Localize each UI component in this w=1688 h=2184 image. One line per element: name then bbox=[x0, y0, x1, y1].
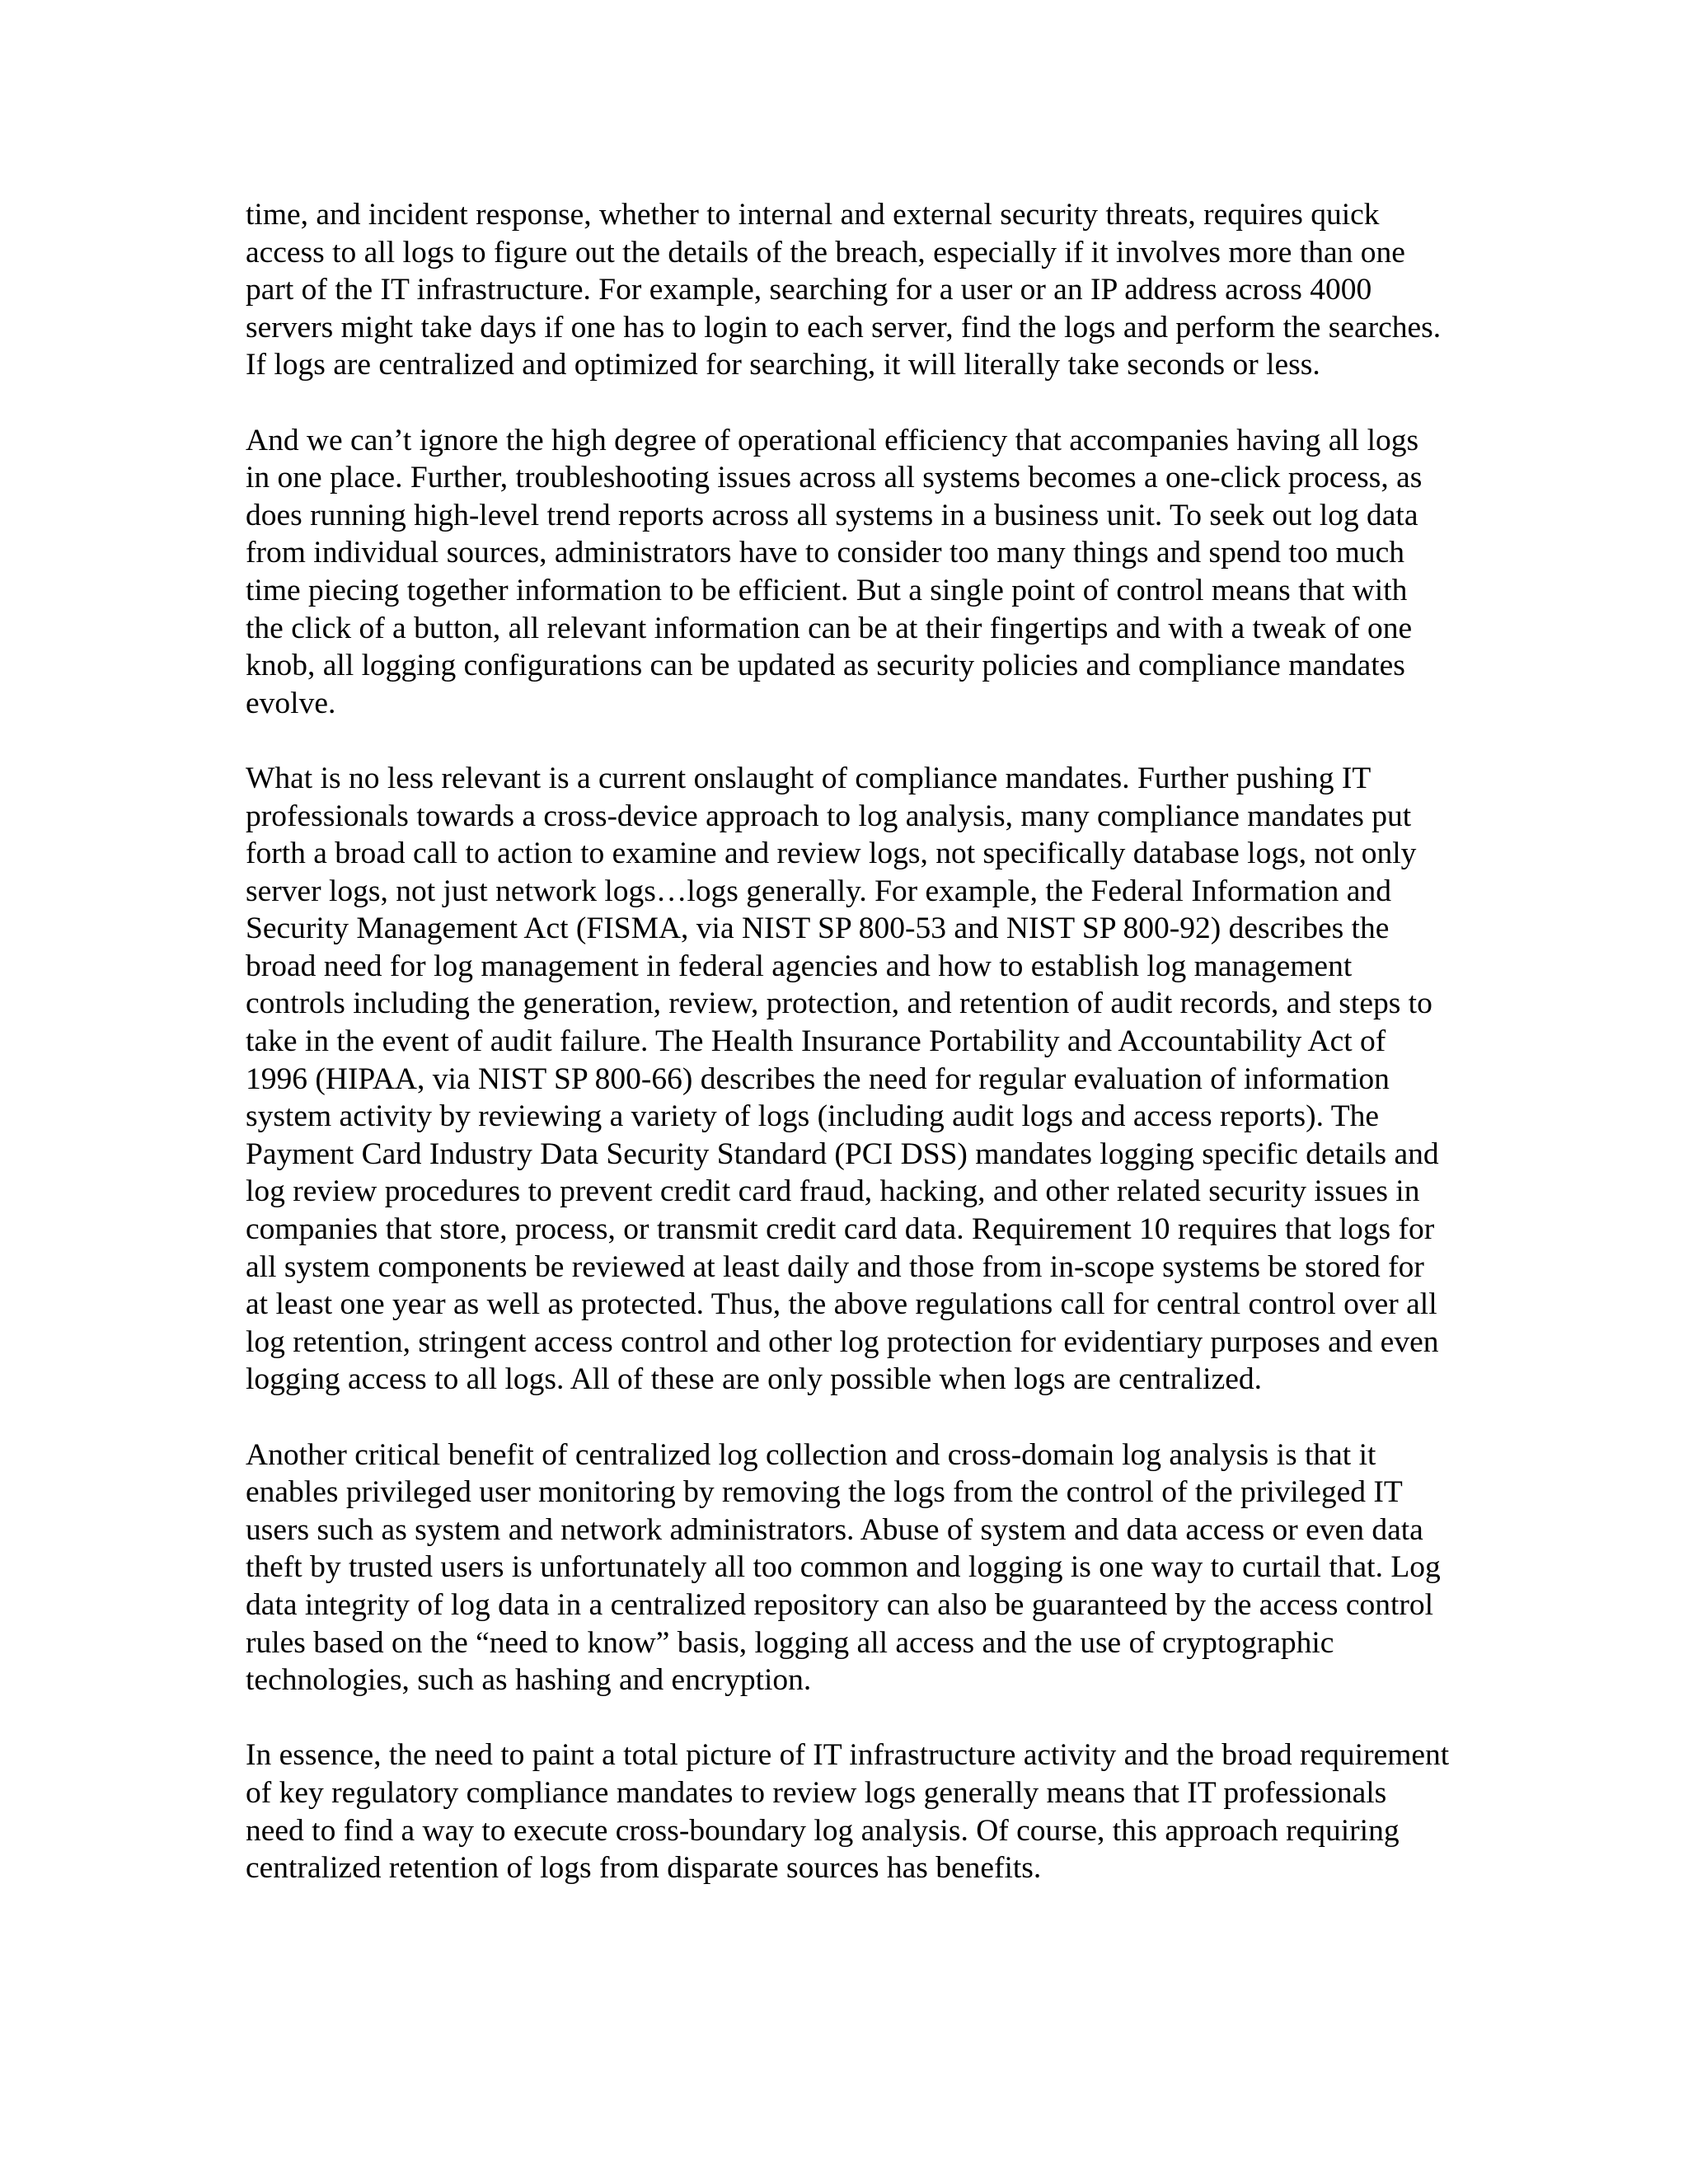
paragraph-incident-response: time, and incident response, whether to internal and external security threats, requires quick access to all logs to figure out the details of the breach, especially if it involves more than one part of the IT infrastructure. For example, searching for a user or an IP address across 4000 servers might take days if one has to login to each server, find the logs and perform the searches. If logs are centralized and optimized for searching, it will literally take seconds or less. bbox=[246, 198, 1442, 382]
paragraph-operational-efficiency: And we can’t ignore the high degree of operational efficiency that accompanies having all logs in one place. Further, troubleshooting issues across all systems becomes a one-click process, as does running high-level trend reports across all systems in a business unit. To seek out log data from individual sources, administrators have to consider too many things and spend too much time piecing together information to be efficient. But a single point of control means that with the click of a button, all relevant information can be at their fingertips and with a tweak of one knob, all logging configurations can be updated as security policies and compliance mandates evolve. bbox=[246, 423, 1423, 720]
body-text bbox=[246, 196, 1531, 1924]
paragraph-privileged-user-monitoring: Another critical benefit of centralized log collection and cross-domain log analysis is that it enables privileged user monitoring by removing the logs from the control of the privileged IT users such as system and network administrators. Abuse of system and data access or even data theft by trusted users is unfortunately all too common and logging is one way to curtail that. Log data integrity of log data in a centralized repository can also be guaranteed by the access control rules based on the “need to know” basis, logging all access and the use of cryptographic technologies, such as hashing and encryption. bbox=[246, 1437, 1441, 1698]
paragraph-conclusion: In essence, the need to paint a total picture of IT infrastructure activity and the broad requirement of key regulatory compliance mandates to review logs generally means that IT professionals need to find a way to execute cross-boundary log analysis. Of course, this approach requiring centralized retention of logs from disparate sources has benefits. bbox=[246, 1738, 1450, 1886]
paragraph-compliance-mandates: What is no less relevant is a current onslaught of compliance mandates. Further pushing IT professionals towards a cross-device approach to log analysis, many compliance mandates put forth a broad call to action to examine and review logs, not specifically database logs, not only server logs, not just network logs…logs generally. For example, the Federal Information and Security Management Act (FISMA, via NIST SP 800-53 and NIST SP 800-92) describes the broad need for log management in federal agencies and how to establish log management controls including the generation, review, protection, and retention of audit records, and steps to take in the event of audit failure. The Health Insurance Portability and Accountability Act of 1996 (HIPAA, via NIST SP 800-66) describes the need for regular evaluation of information system activity by reviewing a variety of logs (including audit logs and access reports). The Payment Card Industry Data Security Standard (PCI DSS) mandates logging specific details and log review procedures to prevent credit card fraud, hacking, and other related security issues in companies that store, process, or transmit credit card data. Requirement 10 requires that logs for all system components be reviewed at least daily and those from in-scope systems be stored for at least one year as well as protected. Thus, the above regulations call for central control over all log retention, stringent access control and other log protection for evidentiary purposes and even logging access to all logs. All of these are only possible when logs are centralized. bbox=[246, 761, 1439, 1397]
